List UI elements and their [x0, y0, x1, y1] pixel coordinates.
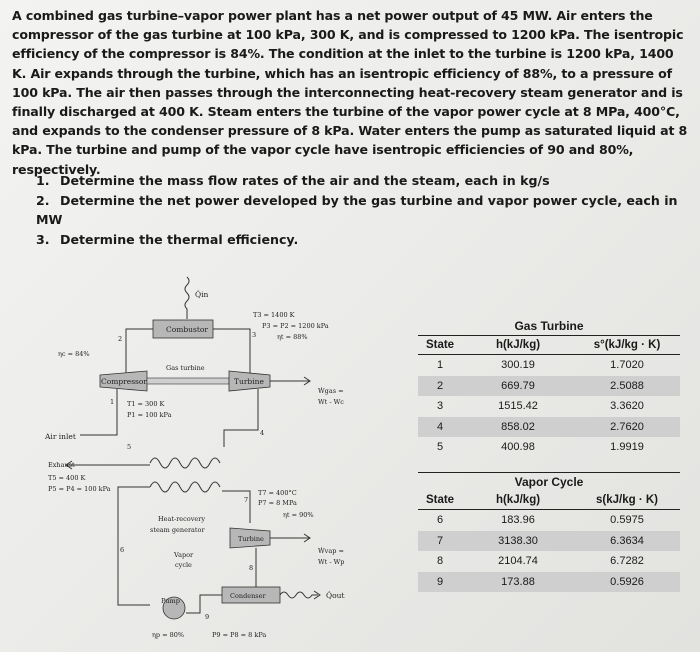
question-item — [36, 230, 700, 250]
table-row — [418, 417, 680, 438]
plant-schematic — [0, 265, 415, 652]
header-entropy: s(kJ/kg · K) — [596, 494, 658, 506]
state-8-marker: 8 — [249, 564, 254, 572]
cell: 0.5975 — [610, 514, 644, 526]
q-out-label: Q̇out — [326, 591, 345, 600]
state-7-marker: 7 — [244, 496, 249, 504]
condenser-pressure: P9 = P8 = 8 kPa — [212, 631, 267, 639]
state5-p: P5 = P4 = 100 kPa — [48, 485, 111, 493]
cell: 1 — [436, 359, 444, 371]
flow-line-4 — [224, 389, 258, 447]
header-state: State — [425, 494, 455, 506]
question-number: 1. — [36, 173, 50, 188]
gas-work-arrow — [270, 377, 310, 385]
gas-turbine-label: Gas turbine — [166, 364, 205, 372]
cell: 6 — [436, 514, 444, 526]
flow-line-9 — [186, 595, 222, 613]
hrsg-coil-top — [150, 458, 220, 468]
table-row — [418, 355, 680, 376]
question-number: 2. — [36, 192, 50, 208]
header-enthalpy: h(kJ/kg) — [495, 339, 541, 351]
state1-p: P1 = 100 kPa — [127, 411, 172, 419]
cell: 5 — [436, 441, 444, 453]
cell: 2.7620 — [610, 420, 644, 433]
cell: 7 — [436, 534, 444, 547]
q-in-label: Q̇in — [195, 290, 209, 299]
turbine-label: Turbine — [234, 377, 264, 386]
gas-table-caption: Gas Turbine — [514, 319, 584, 333]
table-row — [418, 551, 680, 572]
flow-line-2 — [126, 329, 153, 375]
vapor-label-1: Vapor — [174, 551, 194, 559]
gas-turbine-table — [418, 317, 680, 458]
vapor-label-2: cycle — [175, 561, 192, 569]
cell: 669.79 — [501, 379, 535, 392]
cell: 0.5926 — [610, 575, 644, 588]
gas-shaft — [147, 378, 229, 384]
hrsg-label-1: Heat-recovery — [158, 515, 206, 523]
heat-output-arrow — [280, 591, 320, 599]
table-row — [418, 572, 680, 593]
vapor-cycle-table — [418, 472, 680, 592]
w-vap-expr: Wt - Wp — [318, 558, 345, 566]
condenser-label: Condenser — [230, 592, 266, 600]
cell: 6.7282 — [610, 555, 644, 567]
cell: 2 — [436, 379, 444, 392]
cell: 1515.42 — [498, 400, 538, 412]
pump-label: Pump — [161, 597, 180, 605]
state1-t: T1 = 300 K — [127, 400, 165, 408]
air-inlet-label: Air inlet — [45, 432, 76, 441]
w-vap-label: Ẇvap = — [318, 547, 344, 555]
question-text: Determine the thermal efficiency. — [60, 231, 299, 247]
problem-statement: A combined gas turbine–vapor power plant has a net power output of 45 MW. Air enters the compressor of the gas turbine at 100 kPa, 300 K, and is compressed to 1200 kPa. The isentropic efficiency of the compressor is 84%. The condition at the inlet to the turbine is 1200 kPa, 1400 K. Air expands through the turbine, which has an isentropic efficiency of 88%, to a pressure of 100 kPa. The air then passes through the interconnecting heat-recovery steam generator and is finally discharged at 400 K. Steam enters the turbine of the vapor power cycle at 8 MPa, 400°C, and expands to the condenser pressure of 8 kPa. Water enters the pump as saturated liquid at 8 kPa. The turbine and pump of the vapor cycle have isentropic efficiencies of 90 and 80%, respectively. — [12, 8, 688, 177]
state7-p: P7 = 8 MPa — [258, 499, 297, 507]
table-row — [418, 396, 680, 417]
exhaust-line — [66, 461, 150, 469]
header-entropy: s°(kJ/kg · K) — [593, 339, 661, 351]
state3-t: T3 = 1400 K — [253, 311, 295, 319]
table-row — [418, 510, 680, 531]
question-text: Determine the net power developed by the gas turbine and vapor power cycle, each in MW — [36, 192, 678, 227]
header-enthalpy: h(kJ/kg) — [495, 494, 541, 506]
hrsg-label-2: steam generator — [150, 526, 205, 534]
cell: 6.3634 — [610, 534, 644, 547]
combustor-label: Combustor — [166, 325, 208, 334]
question-text: Determine the mass flow rates of the air and the steam, each in kg/s — [60, 173, 550, 188]
eta-turbine: ηt = 88% — [277, 333, 308, 341]
eta-vapor-turbine: ηt = 90% — [283, 511, 314, 519]
eta-compressor: ηc = 84% — [58, 350, 90, 358]
cell: 3.3620 — [610, 400, 644, 412]
state7-t: T7 = 400°C — [258, 489, 297, 497]
question-item — [36, 191, 700, 230]
cell: 183.96 — [501, 514, 535, 526]
question-list — [36, 171, 700, 249]
cell: 8 — [436, 555, 444, 567]
vapor-table-header — [418, 491, 680, 510]
question-item — [36, 171, 700, 191]
exhaust-label: Exhaust — [48, 461, 75, 469]
w-gas-label: Ẇgas = — [318, 387, 344, 395]
w-gas-expr: Wt - Wc — [318, 398, 344, 406]
hrsg-coil-bottom — [150, 482, 220, 492]
state-4-marker: 4 — [260, 429, 265, 437]
cell: 3138.30 — [498, 534, 538, 547]
heat-input-arrow — [185, 277, 189, 319]
cell: 2.5088 — [610, 379, 644, 392]
vapor-table-caption: Vapor Cycle — [418, 472, 680, 491]
question-number: 3. — [36, 231, 50, 247]
state-2-marker: 2 — [118, 335, 123, 343]
cell: 1.9919 — [610, 441, 644, 453]
vapor-turbine-label: Turbine — [238, 535, 264, 543]
eta-pump: ηp = 80% — [152, 631, 185, 639]
cell: 300.19 — [501, 359, 535, 371]
cell: 1.7020 — [610, 359, 644, 371]
cell: 400.98 — [501, 441, 535, 453]
state-3-marker: 3 — [252, 331, 257, 339]
compressor-label: Compressor — [101, 377, 147, 386]
state-9-marker: 9 — [205, 613, 210, 621]
table-row — [418, 376, 680, 397]
table-row — [418, 437, 680, 458]
cell: 4 — [436, 420, 444, 433]
gas-table-header — [418, 335, 680, 355]
cell: 9 — [436, 575, 444, 588]
state-1-marker: 1 — [110, 398, 115, 406]
cell: 2104.74 — [498, 555, 538, 567]
flow-line-1 — [80, 389, 117, 435]
flow-line-3 — [213, 329, 250, 373]
state-5-marker: 5 — [127, 443, 132, 451]
state-6-marker: 6 — [120, 546, 125, 554]
cell: 3 — [436, 400, 444, 412]
vapor-work-arrow — [270, 534, 310, 542]
table-row — [418, 531, 680, 552]
state3-p: P3 = P2 = 1200 kPa — [262, 322, 329, 330]
cell: 858.02 — [501, 420, 535, 433]
header-state: State — [425, 339, 455, 351]
cell: 173.88 — [501, 575, 535, 588]
state5-t: T5 = 400 K — [48, 474, 86, 482]
